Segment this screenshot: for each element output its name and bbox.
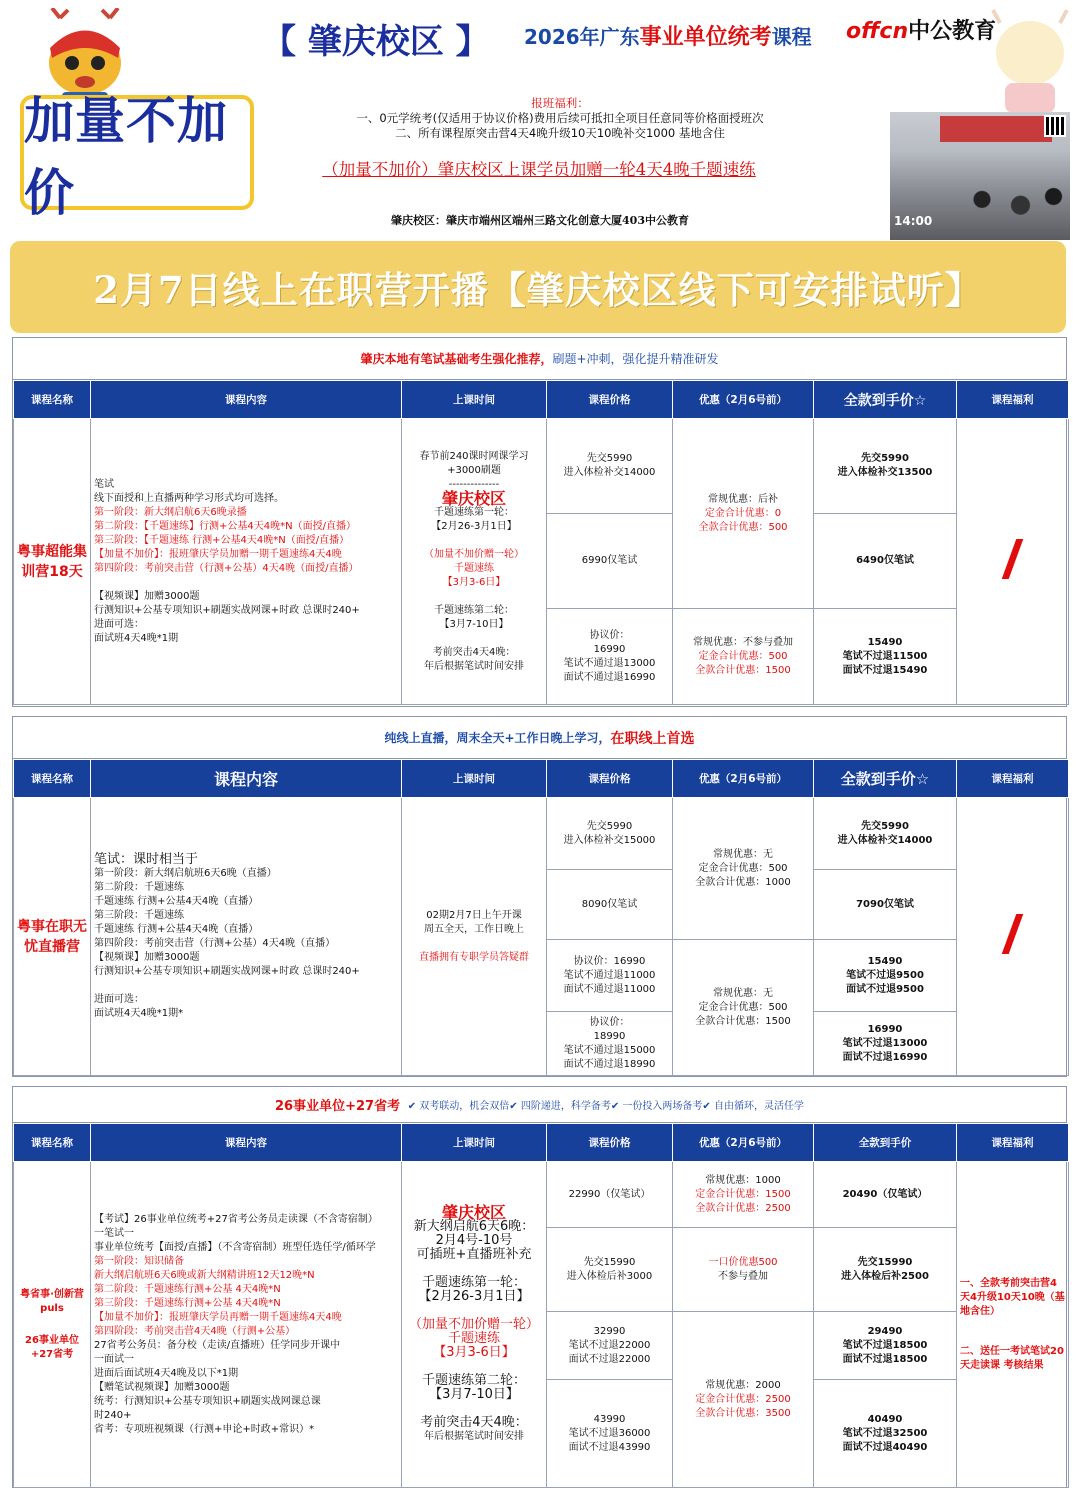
section-2-title-red: 在职线上首选: [610, 730, 695, 747]
welfare-cell: [957, 1162, 1069, 1488]
time-line: 可插班+直播班补充: [416, 1246, 532, 1262]
time-line: [405, 1262, 543, 1276]
discount-line: 全款合计优惠：3500: [695, 1407, 791, 1419]
price-cell: [547, 609, 673, 705]
time-line: 千题速练第一轮：: [421, 1274, 526, 1290]
benefits-block: [290, 96, 830, 141]
time-line: [405, 1304, 543, 1318]
price-line: 笔试不过退36000: [568, 1427, 651, 1439]
course-title: [524, 20, 812, 51]
final-price-cell: [814, 1012, 957, 1076]
price-line: 面试不过退22000: [568, 1353, 651, 1365]
course-end: 课程: [771, 25, 812, 49]
time-line: 新大纲启航6天6晚：: [413, 1218, 535, 1234]
welfare-line-2: 二、送任一考试笔试20天走读课 考核结果: [960, 1345, 1064, 1371]
time-line: [405, 632, 543, 646]
final-price-line: 16990: [867, 1023, 903, 1035]
content-line: 第三阶段：千题速练行测+公基 4天4晚*N: [94, 1297, 281, 1309]
section-3-title-blue: ✔ 双考联动，机会双倍✔ 四阶递进，科学备考✔ 一份投入两场备考✔ 自由循环，灵活任学: [407, 1101, 804, 1112]
content-line: [94, 576, 398, 590]
time-line: [405, 937, 543, 951]
discount-line: 全款合计优惠：1500: [695, 664, 791, 676]
section-2-title: [13, 717, 1066, 759]
final-price-line: 面试不过退18500: [842, 1353, 928, 1365]
time-line: 年后根据笔试时间安排: [424, 660, 524, 672]
course-table-2: [13, 759, 1069, 1076]
header-course-name: 课程名称: [14, 381, 91, 419]
class-time: [402, 419, 547, 705]
time-line: 【3月7-10日】: [439, 618, 509, 630]
final-price-line: 7090仅笔试: [856, 898, 914, 910]
price-cell: [547, 1228, 673, 1312]
section-1-title-red: 肇庆本地有笔试基础考生强化推荐，: [360, 352, 553, 366]
time-line: 千题速练: [454, 562, 494, 574]
benefits-line-2: 二、所有课程原突击营4天4晚升级10天10晚补交1000 基地含住: [395, 126, 725, 140]
content-line: 新大纲启航班6天6晚或新大纲精讲班12天12晚*N: [94, 1269, 315, 1281]
course-name: [14, 1162, 91, 1488]
content-line: 第三阶段：【千题速练 行测+公基4天4晚*N（面授/直播）: [94, 534, 350, 546]
section-3-title-red: 26事业单位+27省考: [275, 1099, 401, 1114]
price-line: 笔试不通过退11000: [563, 969, 656, 981]
header-price: 课程价格: [547, 760, 673, 798]
course-name-line-1: 粤省事·创新营: [20, 1288, 84, 1300]
price-line: 进入体检补交15000: [563, 834, 656, 846]
discount-line: 常规优惠：无: [713, 987, 773, 999]
content-line: 千题速练 行测+公基4天4晚（直播）: [94, 895, 259, 907]
content-line: 笔试: [94, 478, 114, 490]
price-cell: [547, 940, 673, 1012]
final-price-line: 20490（仅笔试）: [842, 1188, 928, 1200]
header-course-content: 课程内容: [91, 760, 402, 798]
price-cell: [547, 870, 673, 940]
content-line: 省考：专项班视频课（行测+申论+时政+常识）*: [94, 1423, 315, 1435]
final-price-line: 15490: [867, 636, 903, 648]
final-price-line: 进入体检补交13500: [837, 467, 933, 478]
course-year: 2026年广东: [524, 25, 640, 49]
discount-cell: [673, 419, 814, 609]
price-line: 先交15990: [583, 1256, 636, 1268]
time-line: （加量不加价赠一轮）: [424, 548, 524, 560]
campus-address: 肇庆校区：肇庆市端州区端州三路文化创意大厦403中公教育: [391, 214, 689, 227]
final-price-cell: [814, 870, 957, 940]
content-line: 笔试：课时相当于: [94, 851, 199, 867]
content-line: 第四阶段：考前突击营（行测+公基）4天4晚（面授/直播）: [94, 562, 359, 574]
price-line: 18990: [593, 1030, 626, 1042]
course-name-line-2: puls: [40, 1302, 64, 1314]
table-header: [14, 1124, 1069, 1162]
price-line: 6990仅笔试: [581, 555, 638, 566]
welfare-cell: [957, 419, 1069, 705]
time-line: 考前突击4天4晚：: [420, 1414, 528, 1430]
price-line: 面试不通过退11000: [563, 983, 656, 995]
time-line: 02期2月7日上午开课: [426, 909, 522, 921]
time-line: [405, 1360, 543, 1374]
final-price-line: 6490仅笔试: [856, 555, 914, 566]
final-price-cell: [814, 1228, 957, 1312]
content-line: 第二阶段：千题速练行测+公基 4天4晚*N: [94, 1283, 281, 1295]
offcn-logo: [846, 14, 996, 45]
time-line: 【3月3-6日】: [433, 1344, 515, 1360]
photo-students: [960, 182, 1070, 240]
final-price-line: 进入体检补交14000: [837, 834, 933, 846]
content-line: 一笔试一: [94, 1227, 134, 1239]
content-line: 事业单位统考【面授/直播】（不含寄宿制）班型任选任学/循环学: [94, 1241, 376, 1253]
price-line: 43990: [593, 1413, 626, 1425]
final-price-cell: [814, 1380, 957, 1488]
discount-line: 常规优惠：后补: [708, 493, 778, 505]
time-line: 千题速练第二轮：: [434, 604, 514, 616]
header-course-content: 课程内容: [91, 1124, 402, 1162]
content-line: 【加量不加价】：报班肇庆学员加赠一期千题速练4天4晚: [94, 548, 342, 560]
course-section-3: [12, 1086, 1067, 1488]
price-line: 先交5990: [586, 820, 633, 832]
course-name: 粤事超能集训营18天: [14, 419, 91, 705]
content-line: 第四阶段：考前突击营4天4晚（行测+公基）: [94, 1325, 296, 1337]
time-line: 【3月3-6日】: [442, 576, 506, 588]
price-cell: [547, 798, 673, 870]
discount-cell: [673, 609, 814, 705]
slash-mark-icon: [1002, 539, 1024, 579]
price-cell: [547, 1012, 673, 1076]
table-header: [14, 760, 1069, 798]
final-price-cell: [814, 609, 957, 705]
time-line: 【2月26-3月1日】: [418, 1288, 530, 1304]
price-line: 8090仅笔试: [581, 898, 638, 910]
final-price-line: 笔试不过退9500: [846, 969, 924, 981]
promo-link: （加量不加价）肇庆校区上课学员加赠一轮4天4晚千题速练: [322, 160, 756, 179]
content-line: 千题速练 行测+公基4天4晚（直播）: [94, 923, 259, 935]
banner-text: 2月7日线上在职营开播【肇庆校区线下可安排试听】: [93, 268, 983, 312]
time-line: 周五全天，工作日晚上: [424, 923, 524, 935]
final-price-line: 笔试不过退11500: [842, 650, 928, 662]
discount-line: 常规优惠：2000: [705, 1379, 781, 1391]
price-line: 笔试不通过退13000: [563, 657, 656, 669]
table-row: [14, 798, 1069, 870]
header-price: 课程价格: [547, 1124, 673, 1162]
content-line: 进面可选：: [94, 618, 144, 630]
course-table-3: [13, 1123, 1069, 1488]
content-line: 第二阶段：【千题速练】行测+公基4天4晚*N（面授/直播）: [94, 520, 356, 532]
time-line: 千题速练第一轮：: [434, 506, 514, 518]
discount-line: 定金合计优惠：500: [698, 862, 788, 874]
discount-line: 常规优惠：不参与叠加: [693, 636, 793, 648]
discount-line: 全款合计优惠：2500: [695, 1202, 791, 1214]
welfare-cell: [957, 798, 1069, 1076]
slash-mark-icon: [1002, 914, 1024, 954]
final-price-cell: [814, 514, 957, 609]
discount-cell: [673, 1162, 814, 1228]
time-line: 肇庆校区: [441, 488, 506, 508]
content-line: 线下面授和上直播两种学习形式均可选择。: [94, 492, 284, 504]
photo-banner: [940, 116, 1052, 142]
header-class-time: 上课时间: [402, 760, 547, 798]
time-line: 考前突击4天4晚：: [432, 646, 516, 658]
price-line: 笔试不通过退15000: [563, 1044, 656, 1056]
time-line: 千题速练: [447, 1330, 500, 1346]
section-1-title: [13, 338, 1066, 380]
content-line: 【加量不加价】：报班肇庆学员再赠一期千题速练4天4晚: [94, 1311, 342, 1323]
price-line: 面试不过退43990: [568, 1441, 651, 1453]
discount-line: 定金合计优惠：500: [698, 650, 788, 662]
header-course-name: 课程名称: [14, 760, 91, 798]
content-line: 【视频课】加赠3000题: [94, 951, 200, 963]
content-line: 【考试】26事业单位统考+27省考公务员走读课（不含寄宿制）: [94, 1213, 378, 1225]
discount-cell: [673, 1312, 814, 1488]
header-discount: 优惠（2月6号前）: [673, 760, 814, 798]
section-2-title-blue: 纯线上直播，周末全天+工作日晚上学习，: [384, 731, 611, 745]
header-course-content: 课程内容: [91, 381, 402, 419]
time-line: 【2月26-3月1日】: [431, 520, 517, 532]
price-line: 先交5990: [586, 453, 633, 464]
course-content: [91, 1162, 402, 1488]
price-line: 16990: [593, 643, 626, 655]
content-line: 【赠笔试视频课】加赠3000题: [94, 1381, 230, 1393]
final-price-cell: [814, 1162, 957, 1228]
time-line: 春节前240课时网课学习: [419, 450, 529, 462]
course-section-2: [12, 716, 1067, 1077]
price-cell: [547, 419, 673, 514]
class-time: [402, 798, 547, 1076]
final-price-cell: [814, 940, 957, 1012]
table-row: [14, 419, 1069, 514]
photo-time: 14:00: [894, 214, 933, 228]
section-1-title-blue: 刷题+冲刺，强化提升精准研发: [552, 352, 719, 366]
header-final-price: 全款到手价☆: [814, 760, 957, 798]
time-line: 2月4号-10号: [435, 1232, 513, 1248]
content-line: 时240+: [94, 1409, 132, 1421]
header-discount: 优惠（2月6号前）: [673, 1124, 814, 1162]
time-line: [405, 534, 543, 548]
campus-title: 【 肇庆校区 】: [262, 22, 490, 62]
final-price-line: 先交5990: [861, 820, 909, 832]
content-line: 进面可选：: [94, 993, 144, 1005]
discount-line: 一口价优惠500: [708, 1256, 778, 1268]
discount-line: 定金合计优惠：500: [698, 1001, 788, 1013]
content-line: 一面试一: [94, 1353, 134, 1365]
header-discount: 优惠（2月6号前）: [673, 381, 814, 419]
content-line: 统考：行测知识+公基专项知识+刷题实战网课总课: [94, 1395, 321, 1407]
discount-line: 定金合计优惠：1500: [695, 1188, 791, 1200]
discount-line: 全款合计优惠：1500: [695, 1015, 791, 1027]
discount-line: 常规优惠：1000: [705, 1174, 781, 1186]
final-price-cell: [814, 419, 957, 514]
content-line: 27省考公务员：备分校（走读/直播班）任学同步开课中: [94, 1339, 341, 1351]
final-price-cell: [814, 798, 957, 870]
table-header: [14, 381, 1069, 419]
price-cell: [547, 1162, 673, 1228]
final-price-line: 进入体检后补2500: [841, 1270, 929, 1282]
logo-text: 中公教育: [908, 19, 997, 44]
price-cell: [547, 1312, 673, 1380]
price-cell: [547, 1380, 673, 1488]
discount-line: 全款合计优惠：500: [698, 521, 788, 533]
price-line: 协议价：: [589, 1016, 630, 1028]
time-line: 年后根据笔试时间安排: [424, 1430, 524, 1442]
final-price-line: 先交15990: [857, 1256, 913, 1268]
course-content: [91, 798, 402, 1076]
price-line: 面试不通过退18990: [563, 1058, 656, 1070]
final-price-line: 面试不过退40490: [842, 1441, 928, 1453]
price-line: 进入体检后补3000: [566, 1270, 653, 1282]
price-line: 协议价：16990: [573, 955, 646, 967]
time-line: 直播拥有专职学员答疑群: [419, 951, 529, 963]
content-line: 第一阶段：知识储备: [94, 1255, 184, 1267]
final-price-line: 笔试不过退32500: [842, 1427, 928, 1439]
content-line: 第四阶段：考前突击营（行测+公基）4天4晚（直播）: [94, 937, 336, 949]
price-line: 协议价：: [589, 629, 630, 641]
course-name-line-4: +27省考: [30, 1348, 74, 1360]
final-price-line: 笔试不过退18500: [842, 1339, 928, 1351]
classroom-photo: [890, 112, 1070, 240]
final-price-line: 笔试不过退13000: [842, 1037, 928, 1049]
benefits-line-1: 一、0元学统考(仅适用于协议价格)费用后续可抵扣全项目任意同等价格面授班次: [356, 111, 764, 125]
logo-mark: offcn: [846, 19, 909, 44]
course-section-1: [12, 337, 1067, 707]
course-table-1: [13, 380, 1069, 705]
discount-line: 全款合计优惠：1000: [695, 876, 791, 888]
header-class-time: 上课时间: [402, 381, 547, 419]
time-line: +3000刷题: [447, 464, 501, 476]
header-final-price: 全款到手价☆: [814, 381, 957, 419]
content-line: [94, 979, 398, 993]
final-price-line: 面试不过退9500: [846, 983, 924, 995]
section-3-title: [13, 1087, 1066, 1123]
time-line: （加量不加价赠一轮）: [408, 1316, 539, 1332]
discount-cell: [673, 1228, 814, 1312]
content-line: 面试班4天4晚*1期: [94, 632, 179, 644]
final-price-line: 面试不过退16990: [842, 1051, 928, 1063]
discount-line: 定金合计优惠：0: [704, 507, 782, 519]
header-welfare: 课程福利: [957, 1124, 1069, 1162]
final-price-line: 15490: [867, 955, 903, 967]
announcement-banner: [10, 241, 1066, 333]
price-line: 面试不通过退16990: [563, 671, 656, 683]
discount-line: 定金合计优惠：2500: [695, 1393, 791, 1405]
final-price-line: 面试不过退15490: [842, 664, 928, 676]
price-promise-badge: [20, 90, 254, 222]
content-line: 第二阶段：千题速练: [94, 881, 184, 893]
course-name: 粤事在职无忧直播营: [14, 798, 91, 1076]
final-price-line: 先交5990: [861, 453, 909, 464]
time-line: 【3月7-10日】: [429, 1386, 519, 1402]
time-line: [405, 1402, 543, 1416]
discount-cell: [673, 798, 814, 940]
header-welfare: 课程福利: [957, 381, 1069, 419]
time-line: --------------: [448, 478, 500, 490]
header-course-name: 课程名称: [14, 1124, 91, 1162]
content-line: 行测知识+公基专项知识+刷题实战网课+时政 总课时240+: [94, 604, 360, 616]
course-mid: 事业单位统考: [639, 25, 772, 50]
content-line: 行测知识+公基专项知识+刷题实战网课+时政 总课时240+: [94, 965, 360, 977]
welfare-line-1: 一、全款考前突击营4天4升级10天10晚（基地含住）: [960, 1277, 1065, 1317]
price-line: 22990（仅笔试）: [568, 1188, 651, 1200]
price-cell: [547, 514, 673, 609]
content-line: 【视频课】加赠3000题: [94, 590, 200, 602]
price-line: 笔试不过退22000: [568, 1339, 651, 1351]
final-price-cell: [814, 1312, 957, 1380]
qr-code-icon: [1044, 115, 1066, 137]
course-name-line-3: 26事业单位: [25, 1334, 79, 1346]
header-price: 课程价格: [547, 381, 673, 419]
table-row: [14, 1162, 1069, 1228]
price-line: 32990: [593, 1325, 626, 1337]
discount-line: 不参与叠加: [718, 1270, 768, 1282]
content-line: 第一阶段：新大纲启航班6天6晚（直播）: [94, 867, 277, 879]
final-price-line: 40490: [867, 1413, 903, 1425]
price-line: 进入体检补交14000: [563, 467, 656, 478]
time-line: [405, 590, 543, 604]
final-price-line: 29490: [867, 1325, 903, 1337]
time-line: 千题速练第二轮：: [421, 1372, 526, 1388]
course-content: [91, 419, 402, 705]
class-time: [402, 1162, 547, 1488]
discount-line: 常规优惠：无: [713, 848, 773, 860]
content-line: 第一阶段：新大纲启航6天6晚录播: [94, 506, 247, 518]
discount-cell: [673, 940, 814, 1076]
header-class-time: 上课时间: [402, 1124, 547, 1162]
content-line: 进面后面试班4天4晚及以下*1期: [94, 1367, 239, 1379]
content-line: 第三阶段：千题速练: [94, 909, 184, 921]
header-welfare: 课程福利: [957, 760, 1069, 798]
badge-text: 加量不加价: [24, 90, 228, 222]
time-line: 肇庆校区: [441, 1202, 506, 1222]
content-line: 面试班4天4晚*1期*: [94, 1007, 184, 1019]
benefits-title: 报班福利：: [531, 96, 589, 110]
header-final-price: 全款到手价: [814, 1124, 957, 1162]
